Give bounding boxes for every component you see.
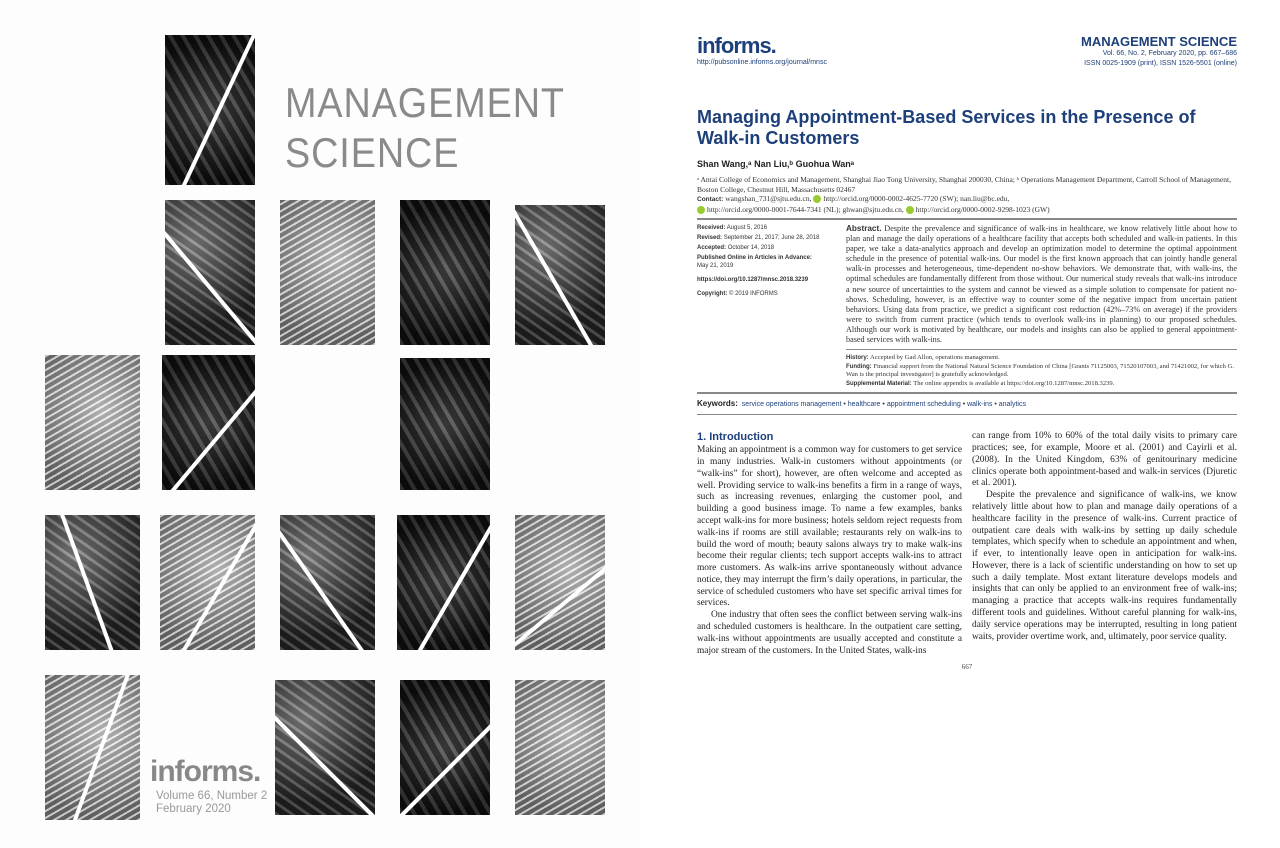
article-meta bbox=[697, 224, 838, 388]
affiliation-text: ᵃ Antai College of Economics and Management, Shanghai Jiao Tong University, Shanghai 200030, China; ᵇ Operations Management Department, Carroll School of Management, Boston College, Chestnut Hill, Massachusetts 02467 bbox=[697, 175, 1231, 194]
cover-tile bbox=[515, 680, 605, 815]
orcid-link[interactable]: http://orcid.org/0000-0002-4625-7720 (SW); nan.liu@bc.edu, bbox=[823, 194, 1010, 203]
paragraph: Making an appointment is a common way for customers to get service in many industries. Walk-in customers without appointments (or “walk-ins” for short), however, are often welcome and accepted as well. Providing service to walk-ins benefits a firm in a range of ways, such as increasing revenues, enlarging the customer pool, and building a good business image. To name a few examples, banks accept walk-ins for more business; hotels seldom reject requests from walk-ins if rooms are still available; restaurants rely on walk-ins to build the word of mouth; beauty salons always try to make walk-ins become their regular clients; tech support accepts walk-ins to attract more customers. As walk-ins arrive spontaneously without advance notice, they may interrupt the firm’s daily operations, in particular, the service of scheduled customers who have set specific arrival times for services. bbox=[697, 445, 962, 609]
abstract-label: Abstract. bbox=[846, 224, 882, 233]
informs-logo: informs. bbox=[150, 755, 261, 788]
page-header bbox=[697, 34, 1237, 69]
journal-name: MANAGEMENT SCIENCE bbox=[1080, 34, 1237, 49]
affiliations bbox=[697, 175, 1237, 214]
cover-tile bbox=[162, 355, 255, 490]
doi-link[interactable]: https://doi.org/10.1287/mnsc.2018.3239 bbox=[697, 277, 809, 283]
received-date: August 5, 2016 bbox=[726, 225, 768, 231]
cover-tile bbox=[45, 675, 140, 820]
cover-tile bbox=[280, 515, 375, 650]
column-left bbox=[697, 431, 962, 657]
funding-label: Funding: bbox=[846, 363, 872, 370]
revised-date: September 21, 2017; June 28, 2018 bbox=[723, 235, 820, 241]
cover-title-line2: SCIENCE bbox=[285, 129, 460, 176]
published-label: Published Online in Articles in Advance: bbox=[697, 255, 812, 261]
history-label: History: bbox=[846, 355, 869, 362]
abstract-column bbox=[846, 224, 1237, 388]
accepted-label: Accepted: bbox=[697, 245, 727, 251]
cover-tile bbox=[397, 515, 490, 650]
supplemental-label: Supplemental Material: bbox=[846, 380, 912, 387]
orcid-icon bbox=[906, 206, 914, 214]
orcid-link[interactable]: http://orcid.org/0000-0001-7644-7341 (NL); ghwan@sjtu.edu.cn, bbox=[707, 204, 904, 214]
journal-header bbox=[1081, 34, 1237, 69]
journal-url[interactable]: http://pubsonline.informs.org/journal/mnsc bbox=[697, 59, 827, 66]
copyright-label: Copyright: bbox=[697, 291, 728, 297]
abstract bbox=[846, 224, 1237, 345]
cover-title bbox=[285, 78, 565, 178]
cover-tile bbox=[45, 515, 140, 650]
body-columns bbox=[697, 431, 1237, 657]
informs-logo: informs. bbox=[697, 33, 776, 58]
cover-tile bbox=[400, 200, 490, 345]
section-heading: 1. Introduction bbox=[697, 431, 774, 444]
divider bbox=[697, 414, 1237, 415]
article-title: Managing Appointment-Based Services in the Presence of Walk-in Customers bbox=[697, 107, 1196, 148]
cover-tile bbox=[400, 358, 490, 490]
paragraph: One industry that often sees the conflict between serving walk-ins and scheduled customers is healthcare. In the outpatient care setting, walk-ins without appointments are usually accepted and constitute a major stream of the customers. In the United States, walk-ins bbox=[697, 610, 962, 656]
cover-tile bbox=[165, 35, 255, 185]
divider bbox=[697, 392, 1237, 394]
revised-label: Revised: bbox=[697, 235, 723, 241]
cover-tile bbox=[45, 355, 140, 490]
orcid-icon bbox=[813, 195, 821, 203]
contact-email[interactable]: wangshan_731@sjtu.edu.cn, bbox=[725, 194, 812, 203]
keywords: Keywords: service operations management • healthcare • appointment scheduling • walk-ins • analytics bbox=[697, 399, 1026, 409]
funding-text: Financial support from the National Natural Science Foundation of China [Grants 71125003, 71520107003, and 71421002, for which G. Wan is the principal investigator] is gratefully acknowledged. bbox=[846, 362, 1235, 379]
paragraph: can range from 10% to 60% of the total daily visits to primary care practices; see, for example, Moore et al. (2001) and Cayirli et al. (2008). In the United Kingdom, 63% of genitourinary medicine clinics operate both appointment-based and walk-in services (Djuretic et al. 2001). bbox=[972, 431, 1237, 489]
cover-title-line1: MANAGEMENT bbox=[285, 79, 565, 126]
received-label: Received: bbox=[697, 225, 726, 231]
history-text: Accepted by Gad Allon, operations management. bbox=[869, 354, 1000, 362]
cover-tile bbox=[160, 515, 255, 650]
orcid-link[interactable]: http://orcid.org/0000-0002-9298-1023 (GW) bbox=[915, 204, 1050, 214]
keyword[interactable]: walk-ins bbox=[967, 401, 993, 409]
cover-tile bbox=[280, 200, 375, 345]
column-right bbox=[972, 431, 1237, 657]
abstract-text: Despite the prevalence and significance of walk-ins in healthcare, we know relatively little about how to plan and manage the daily operations of a healthcare facility that accepts both scheduled and walk-in patients. In this paper, we take a data-analytics approach and develop an optimization model to determine the optimal appointment schedule in the presence of potential walk-ins. Our model is the first known approach that can jointly handle general walk-in processes and heterogeneous, time-dependent no-show behaviors. We demonstrate that, with walk-ins, the optimal schedules are fundamentally different from those without. Our numerical study reveals that walk-ins introduce a new source of uncertainties to the system and cannot be viewed as a simple solution to compensate for patient no-shows. Scheduling, however, is an effective way to counter some of the negative impact from uncertain patient behaviors. Using data from practice, we predict a significant cost reduction (42%–73% on average) if the providers were to switch from current practice (which tends to overlook walk-ins in planning) to our proposed schedules. Although our work is motivated by healthcare, our models and insights can also be applied to general appointment-based services with walk-ins. bbox=[846, 224, 1238, 345]
divider bbox=[697, 218, 1237, 220]
page-number: 667 bbox=[961, 663, 973, 672]
history-funding bbox=[846, 354, 1237, 388]
issn: ISSN 0025-1909 (print), ISSN 1526-5501 (online) bbox=[1084, 60, 1237, 67]
divider bbox=[846, 349, 1237, 350]
cover-tile bbox=[400, 680, 490, 815]
keyword[interactable]: analytics bbox=[998, 401, 1026, 409]
keyword[interactable]: healthcare bbox=[847, 401, 881, 409]
accepted-date: October 14, 2018 bbox=[727, 245, 775, 251]
cover-volume: Volume 66, Number 2 bbox=[156, 790, 268, 802]
cover-tile bbox=[515, 205, 605, 345]
publisher-block bbox=[697, 34, 827, 67]
supplemental-text[interactable]: The online appendix is available at https://doi.org/10.1287/mnsc.2018.3239. bbox=[913, 379, 1115, 387]
article-first-page bbox=[697, 34, 1237, 672]
abstract-section bbox=[697, 224, 1237, 388]
orcid-icon bbox=[697, 206, 705, 214]
cover-tile bbox=[515, 515, 605, 650]
authors: Shan Wang,ᵃ Nan Liu,ᵇ Guohua Wanᵃ bbox=[697, 159, 855, 169]
keywords-label: Keywords: bbox=[697, 399, 738, 409]
citation: Vol. 66, No. 2, February 2020, pp. 667–686 bbox=[1102, 50, 1237, 57]
keyword[interactable]: service operations management bbox=[741, 401, 842, 409]
copyright: © 2019 INFORMS bbox=[729, 291, 778, 297]
contact-label: Contact: bbox=[697, 196, 724, 203]
cover-date: February 2020 bbox=[156, 803, 231, 815]
cover-tile bbox=[275, 680, 375, 815]
cover-issue-info bbox=[156, 790, 267, 816]
published-date: May 21, 2019 bbox=[697, 263, 734, 269]
cover-tile bbox=[165, 200, 255, 345]
paragraph: Despite the prevalence and significance of walk-ins, we know relatively little about how to plan and manage daily operations of a healthcare facility in the presence of walk-ins. Current practice of outpatient care deals with walk-ins by setting up daily schedule templates, which specify when to schedule an appointment and when, if ever, to intentionally leave open in anticipation for walk-ins. However, there is a lack of scientific understanding on how to set up such a daily template. Most extant literature develops models and insights that can only be applied to an environment free of walk-ins; managing a practice that accepts walk-ins requires fundamentally different tools and guidelines. Without careful planning for walk-ins, daily service operations may be interrupted, resulting in long patient waits, provider overtime work, and, ultimately, poor service quality. bbox=[972, 490, 1237, 642]
keyword[interactable]: appointment scheduling bbox=[886, 401, 961, 409]
cover-brand bbox=[150, 756, 267, 816]
